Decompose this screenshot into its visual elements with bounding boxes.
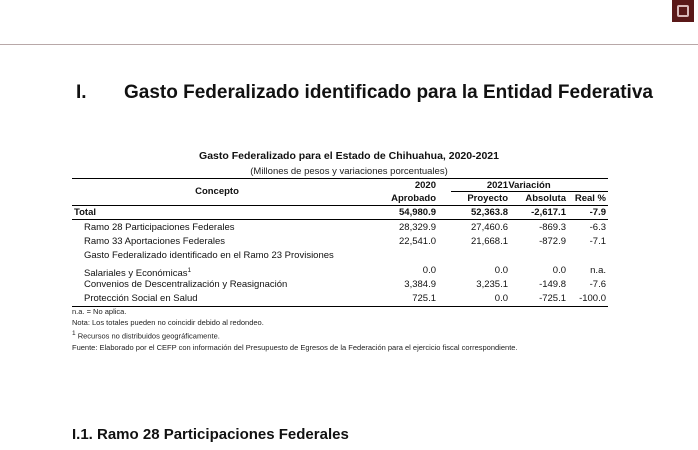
row-2020: 28,329.9 (399, 222, 436, 233)
row-absoluta: -869.3 (539, 222, 566, 233)
note-rounding: Nota: Los totales pueden no coincidir debido al redondeo. (72, 318, 264, 327)
section-title: Gasto Federalizado identificado para la Entidad Federativa (124, 82, 653, 103)
row-2021: 21,668.1 (471, 236, 508, 247)
row-2021: 0.0 (494, 293, 508, 304)
row-real: -6.3 (589, 222, 606, 233)
row-2020: 3,384.9 (404, 279, 436, 290)
row-2020: 22,541.0 (399, 236, 436, 247)
row-label: Total (74, 207, 96, 218)
header-proyecto: Proyecto (467, 193, 508, 204)
row-2020: 54,980.9 (399, 207, 436, 218)
row-real: -7.9 (589, 207, 606, 218)
row-absoluta: -149.8 (539, 279, 566, 290)
table-subtitle: (Millones de pesos y variaciones porcentuales) (250, 166, 448, 177)
header-real: Real % (574, 193, 606, 204)
header-2020: 2020 (414, 180, 436, 191)
row-2020: 725.1 (412, 293, 436, 304)
header-aprobado: Aprobado (391, 193, 436, 204)
row-label-line1: Gasto Federalizado identificado en el Ramo 23 Provisiones (84, 250, 334, 261)
header-rule (0, 44, 698, 45)
subsection-heading: I.1. Ramo 28 Participaciones Federales (72, 426, 349, 443)
row-real: -7.1 (589, 236, 606, 247)
logo-icon (672, 0, 694, 22)
header-2021: 2021 (486, 180, 508, 191)
table-title: Gasto Federalizado para el Estado de Chihuahua, 2020-2021 (199, 150, 499, 162)
row-label: Ramo 33 Aportaciones Federales (84, 236, 225, 247)
note-na: n.a. = No aplica. (72, 307, 127, 316)
row-2021: 3,235.1 (476, 279, 508, 290)
header-concepto: Concepto (195, 186, 239, 197)
table-notes (72, 306, 518, 353)
row-label: Ramo 28 Participaciones Federales (84, 222, 235, 233)
row-absoluta: 0.0 (552, 265, 566, 276)
footnote-marker: 1 (187, 267, 192, 274)
row-absoluta: -2,617.1 (531, 207, 566, 218)
header-variacion: Variación (508, 180, 551, 191)
row-2021: 0.0 (494, 265, 508, 276)
note-fuente: Fuente: Elaborado por el CEFP con información del Presupuesto de Egresos de la Federación para el ejercicio fiscal correspondiente. (72, 342, 518, 352)
row-label: Convenios de Descentralización y Reasignación (84, 279, 288, 290)
row-label: Protección Social en Salud (84, 293, 198, 304)
row-real: n.a. (590, 265, 606, 276)
row-absoluta: -872.9 (539, 236, 566, 247)
note-recursos: $^1$ Recursos no distribuidos geográficamente. (72, 330, 220, 341)
total-rule (72, 219, 608, 220)
page-header-band (0, 0, 698, 22)
row-2021: 27,460.6 (471, 222, 508, 233)
row-real: -7.6 (589, 279, 606, 290)
section-heading (76, 82, 653, 104)
row-label-line2: Salariales y Económicas$^1$ (84, 267, 192, 280)
header-bottom-rule (72, 205, 608, 206)
row-absoluta: -725.1 (539, 293, 566, 304)
header-absoluta: Absoluta (525, 193, 566, 204)
section-number: I. (76, 82, 87, 103)
row-real: -100.0 (579, 293, 606, 304)
row-2020: 0.0 (422, 265, 436, 276)
table-top-rule (72, 178, 608, 179)
row-2021: 52,363.8 (471, 207, 508, 218)
